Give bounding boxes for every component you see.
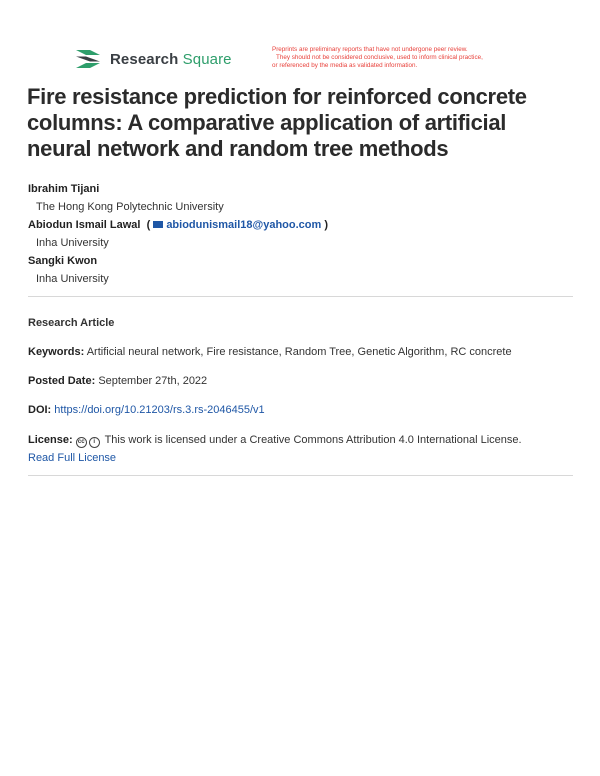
paper-title: Fire resistance prediction for reinforced concrete columns: A comparative application of artificial neural network and random tree methods (27, 84, 527, 161)
license-row (28, 434, 522, 448)
author-affiliation: The Hong Kong Polytechnic University (36, 201, 224, 213)
disclaimer-line: or referenced by the media as validated information. (272, 62, 418, 69)
author-email-link[interactable]: abiodunismail18@yahoo.com (166, 219, 322, 231)
research-square-logo[interactable] (74, 48, 232, 70)
article-type: Research Article (28, 317, 115, 329)
cc-by-icon: i (89, 437, 100, 448)
doi-link[interactable]: https://doi.org/10.21203/rs.3.rs-2046455/v1 (54, 404, 265, 416)
license-text: This work is licensed under a Creative Commons Attribution 4.0 International License. (104, 434, 522, 446)
author-affiliation: Inha University (36, 237, 109, 249)
section-divider (28, 475, 573, 476)
read-full-license-link[interactable]: Read Full License (28, 452, 117, 464)
disclaimer-line: They should not be considered conclusive, used to inform clinical practice, (276, 54, 483, 61)
author-name: Ibrahim Tijani (28, 183, 100, 195)
logo-brand-part2: Square (182, 50, 232, 68)
keywords-value: Artificial neural network, Fire resistance, Random Tree, Genetic Algorithm, RC concrete (86, 346, 512, 358)
author-name: Sangki Kwon (28, 255, 98, 267)
doi-row (28, 404, 265, 416)
keywords-label: Keywords: (28, 346, 85, 358)
author-entry: Abiodun Ismail Lawal ( abiodunismail18@yahoo.com ) (28, 219, 329, 231)
logo-wordmark (110, 51, 232, 68)
envelope-icon (153, 221, 163, 228)
posted-date-row (28, 375, 207, 387)
cc-icon: cc (76, 437, 87, 448)
author-name: Abiodun Ismail Lawal (28, 219, 141, 231)
license-label: License: (28, 434, 73, 446)
preprint-disclaimer (272, 46, 572, 70)
logo-brand-part1: Research (110, 50, 179, 68)
posted-date-label: Posted Date: (28, 375, 96, 387)
author-affiliation: Inha University (36, 273, 109, 285)
posted-date-value: September 27th, 2022 (98, 375, 208, 387)
disclaimer-line: Preprints are preliminary reports that have not undergone peer review. (272, 46, 468, 53)
section-divider (28, 296, 573, 297)
research-square-logo-icon (74, 48, 102, 70)
keywords-row (28, 346, 512, 358)
doi-label: DOI: (28, 404, 52, 416)
author-list (28, 180, 328, 288)
